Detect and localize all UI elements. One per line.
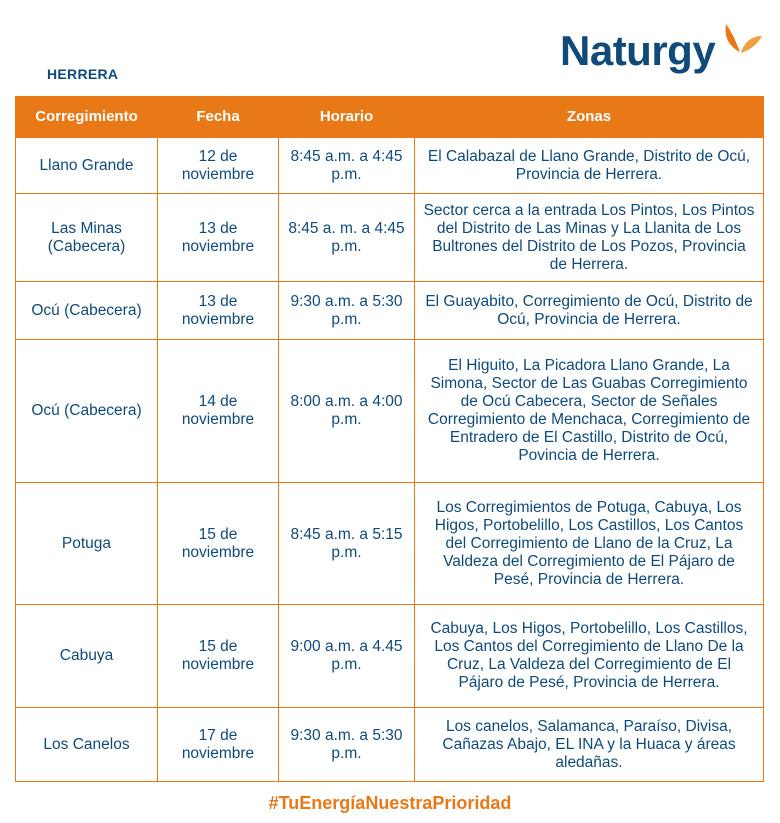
cell-horario: 9:30 a.m. a 5:30 p.m. — [279, 282, 415, 340]
cell-horario: 9:30 a.m. a 5:30 p.m. — [279, 708, 415, 782]
campaign-hashtag: #TuEnergíaNuestraPrioridad — [268, 793, 512, 813]
cell-fecha: 14 de noviembre — [158, 340, 279, 483]
cell-horario: 8:00 a.m. a 4:00 p.m. — [279, 340, 415, 483]
cell-corregimiento: Ocú (Cabecera) — [16, 282, 158, 340]
cell-corregimiento: Potuga — [16, 483, 158, 605]
cell-corregimiento: Cabuya — [16, 605, 158, 708]
table-row — [16, 483, 764, 605]
cell-horario: 8:45 a.m. a 5:15 p.m. — [279, 483, 415, 605]
table-row — [16, 340, 764, 483]
cell-fecha: 12 de noviembre — [158, 138, 279, 194]
table-row — [16, 605, 764, 708]
cell-fecha: 17 de noviembre — [158, 708, 279, 782]
cell-corregimiento: Los Canelos — [16, 708, 158, 782]
butterfly-logo-icon — [720, 22, 764, 72]
table-row — [16, 282, 764, 340]
cell-zonas: El Calabazal de Llano Grande, Distrito de Ocú, Provincia de Herrera. — [415, 138, 764, 194]
header-horario: Horario — [279, 96, 415, 138]
cell-fecha: 13 de noviembre — [158, 194, 279, 282]
cell-horario: 9:00 a.m. a 4.45 p.m. — [279, 605, 415, 708]
header-corregimiento: Corregimiento — [16, 96, 158, 138]
cell-corregimiento: Llano Grande — [16, 138, 158, 194]
header-fecha: Fecha — [158, 96, 279, 138]
brand-wordmark: Naturgy — [560, 27, 716, 74]
cell-fecha: 13 de noviembre — [158, 282, 279, 340]
cell-fecha: 15 de noviembre — [158, 605, 279, 708]
brand-logo — [560, 22, 770, 82]
table-row — [16, 138, 764, 194]
table-row — [16, 708, 764, 782]
cell-zonas: Sector cerca a la entrada Los Pintos, Los Pintos del Distrito de Las Minas y La Llanita de Los Bultrones del Distrito de Los Pozos, Provincia de Herrera. — [415, 194, 764, 282]
cell-zonas: Los Corregimientos de Potuga, Cabuya, Los Higos, Portobelillo, Los Castillos, Los Cantos del Corregimiento de Llano de la Cruz, La Valdeza del Corregimiento de El Pájaro de Pesé, Provincia de Herrera. — [415, 483, 764, 605]
cell-fecha: 15 de noviembre — [158, 483, 279, 605]
cell-corregimiento: Las Minas (Cabecera) — [16, 194, 158, 282]
region-title: HERRERA — [47, 66, 119, 82]
table-header-row — [16, 96, 764, 138]
cell-horario: 8:45 a.m. a 4:45 p.m. — [279, 138, 415, 194]
cell-horario: 8:45 a. m. a 4:45 p.m. — [279, 194, 415, 282]
cell-corregimiento: Ocú (Cabecera) — [16, 340, 158, 483]
schedule-table — [15, 96, 764, 782]
header-zonas: Zonas — [415, 96, 764, 138]
cell-zonas: Los canelos, Salamanca, Paraíso, Divisa, Cañazas Abajo, EL INA y la Huaca y áreas aledañas. — [415, 708, 764, 782]
cell-zonas: El Guayabito, Corregimiento de Ocú, Distrito de Ocú, Provincia de Herrera. — [415, 282, 764, 340]
cell-zonas: Cabuya, Los Higos, Portobelillo, Los Castillos, Los Cantos del Corregimiento de Llano De la Cruz, La Valdeza del Corregimiento de El Pájaro de Pesé, Provincia de Herrera. — [415, 605, 764, 708]
cell-zonas: El Higuito, La Picadora Llano Grande, La Simona, Sector de Las Guabas Corregimiento de Ocú Cabecera, Sector de Señales Corregimiento de Menchaca, Corregimiento de Entradero de El Castillo, Distrito de Ocú, Povincia de Herrera. — [415, 340, 764, 483]
table-row — [16, 194, 764, 282]
